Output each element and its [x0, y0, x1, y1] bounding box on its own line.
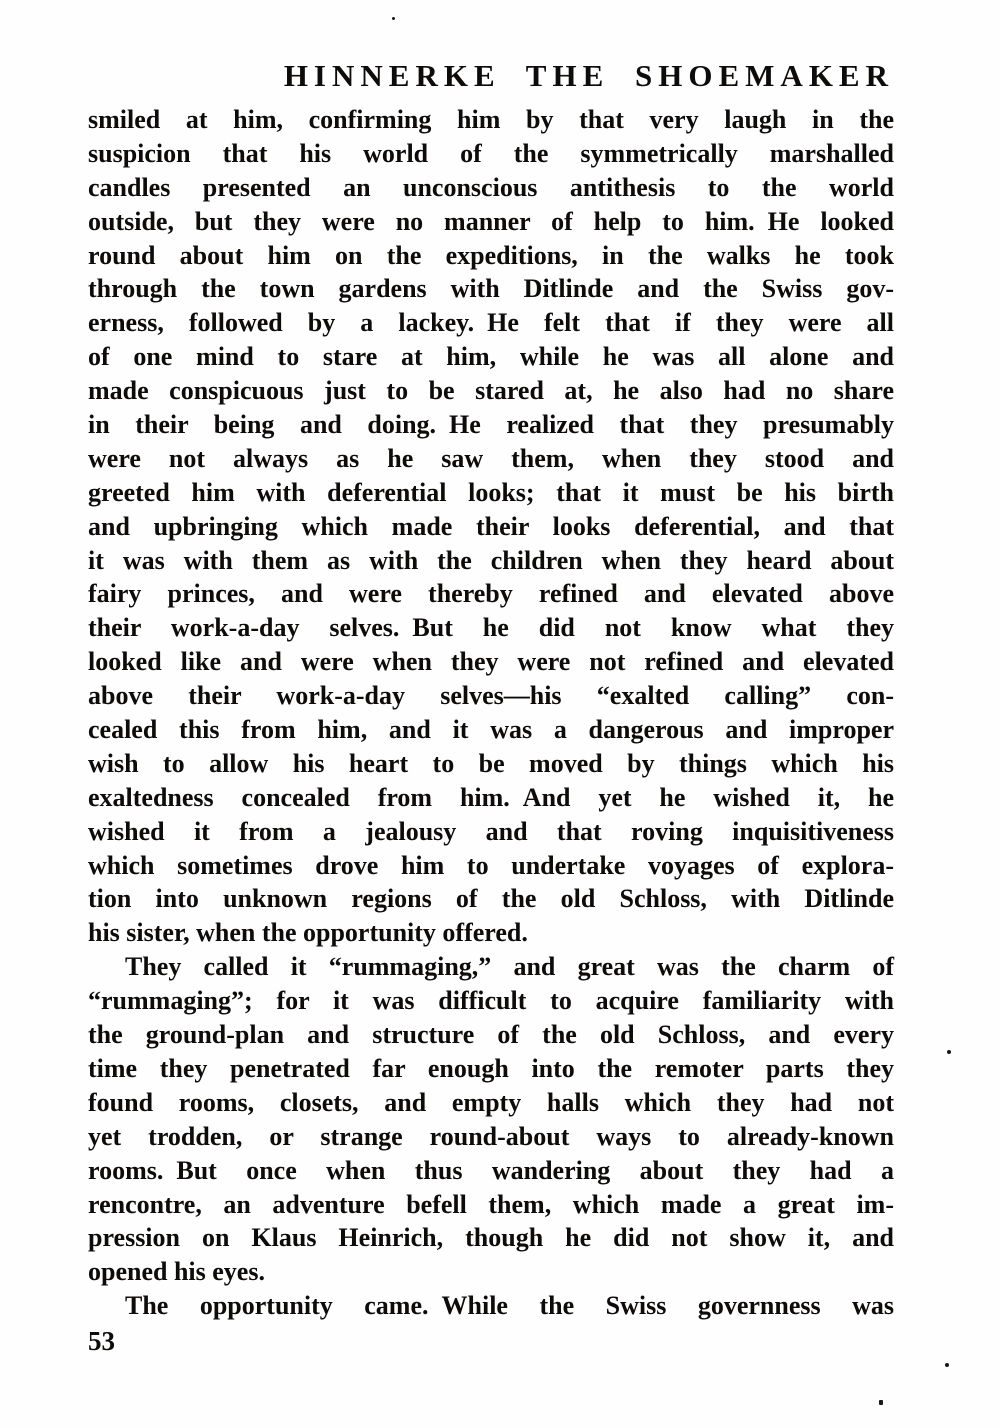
- text-line: suspicion that his world of the symmetrically marshalled: [88, 138, 894, 168]
- text-line: made conspicuous just to be stared at, he also had no share: [88, 376, 894, 406]
- text-line: rooms. But once when thus wandering about they had a: [88, 1155, 894, 1185]
- text-line: “rummaging”; for it was difficult to acquire familiarity with: [88, 986, 894, 1016]
- text-line: They called it “rummaging,” and great was the charm of: [125, 952, 894, 982]
- text-line: of one mind to stare at him, while he was all alone and: [88, 342, 894, 372]
- page-number: 53: [88, 1326, 115, 1356]
- text-line: outside, but they were no manner of help to him. He looked: [88, 206, 894, 236]
- text-line: in their being and doing. He realized that they presumably: [88, 410, 894, 440]
- text-line: pression on Klaus Heinrich, though he did not show it, and: [88, 1223, 894, 1253]
- text-line: looked like and were when they were not refined and elevated: [88, 647, 894, 677]
- text-line: erness, followed by a lackey. He felt that if they were all: [88, 308, 894, 338]
- text-line: found rooms, closets, and empty halls which they had not: [88, 1087, 894, 1117]
- text-block: [88, 103, 894, 1323]
- scan-speck: [945, 1363, 949, 1367]
- text-line: rencontre, an adventure befell them, which made a great im-: [88, 1189, 894, 1219]
- text-line: The opportunity came. While the Swiss governness was: [125, 1291, 894, 1321]
- text-line: exaltedness concealed from him. And yet he wished it, he: [88, 782, 894, 812]
- text-line: fairy princes, and were thereby refined and elevated above: [88, 579, 894, 609]
- text-line: it was with them as with the children when they heard about: [88, 545, 894, 575]
- text-line: round about him on the expeditions, in the walks he took: [88, 240, 894, 270]
- text-line: through the town gardens with Ditlinde and the Swiss gov-: [88, 274, 894, 304]
- scan-speck: [392, 17, 395, 20]
- text-line: greeted him with deferential looks; that it must be his birth: [88, 477, 894, 507]
- text-line: wished it from a jealousy and that roving inquisitiveness: [88, 816, 894, 846]
- text-line: above their work-a-day selves—his “exalted calling” con-: [88, 681, 894, 711]
- text-line: time they penetrated far enough into the remoter parts they: [88, 1053, 894, 1083]
- text-line: were not always as he saw them, when they stood and: [88, 443, 894, 473]
- text-line: wish to allow his heart to be moved by things which his: [88, 748, 894, 778]
- text-line: tion into unknown regions of the old Schloss, with Ditlinde: [88, 884, 894, 914]
- text-line: their work-a-day selves. But he did not know what they: [88, 613, 894, 643]
- text-line: opened his eyes.: [88, 1257, 265, 1287]
- text-line: yet trodden, or strange round-about ways to already-known: [88, 1121, 894, 1151]
- scan-speck: [879, 1400, 883, 1405]
- text-line: which sometimes drove him to undertake voyages of explora-: [88, 850, 894, 880]
- text-line: smiled at him, confirming him by that very laugh in the: [88, 105, 894, 134]
- text-line: candles presented an unconscious antithesis to the world: [88, 172, 894, 202]
- text-line: and upbringing which made their looks deferential, and that: [88, 511, 894, 541]
- text-line: the ground-plan and structure of the old Schloss, and every: [88, 1020, 894, 1050]
- scan-speck: [947, 1050, 951, 1054]
- text-line: cealed this from him, and it was a dangerous and improper: [88, 715, 894, 745]
- running-header: HINNERKE THE SHOEMAKER: [283, 58, 894, 93]
- text-line: his sister, when the opportunity offered.: [88, 918, 528, 948]
